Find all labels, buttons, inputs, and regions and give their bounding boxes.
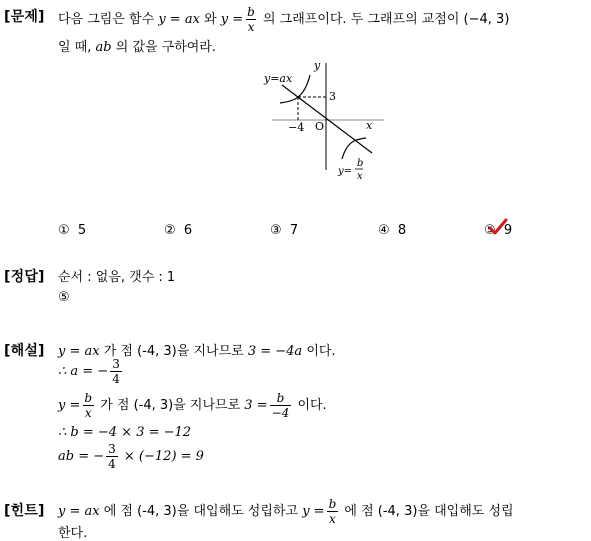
- fraction-numerator: b: [84, 391, 93, 405]
- explanation-text: 이다.: [306, 344, 336, 359]
- choice-value: 7: [289, 223, 299, 238]
- line-y-ax: [282, 85, 372, 153]
- fraction-denominator: −4: [271, 406, 290, 420]
- choice-value: 6: [183, 223, 193, 238]
- equation: ∴ a = −: [58, 364, 109, 379]
- answer-label: [정답]: [4, 269, 45, 285]
- fraction-numerator: 3: [112, 357, 120, 371]
- origin-label: O: [315, 120, 325, 133]
- fraction: [82, 392, 94, 419]
- equation-line: y = ax: [158, 12, 200, 27]
- explanation-text: 이다.: [297, 398, 327, 413]
- equation: 3 =: [244, 398, 268, 413]
- explanation-line-4: ∴ b = −4 × 3 = −12: [58, 425, 192, 440]
- function-graph: [262, 55, 392, 185]
- fraction-numerator: b: [247, 5, 255, 19]
- explanation-line-5: [58, 443, 204, 470]
- hint-line-2: 한다.: [58, 526, 88, 541]
- choice-mark: ⑤: [484, 223, 496, 238]
- equation: ab = −: [58, 449, 105, 464]
- fraction-denominator: 4: [112, 372, 120, 386]
- line-label: y=ax: [264, 72, 293, 85]
- y-axis-label: y: [314, 59, 321, 72]
- fraction: [110, 358, 122, 385]
- fraction: [106, 443, 118, 470]
- choice-2[interactable]: [164, 223, 192, 238]
- equation: y =: [302, 504, 325, 519]
- fraction: [270, 392, 292, 419]
- problem-label: [문제]: [4, 9, 45, 25]
- choice-value: 8: [397, 223, 407, 238]
- equation: y = ax: [58, 504, 100, 519]
- hint-text: 에 점 (-4, 3)을 대입해도 성립: [344, 504, 514, 519]
- problem-text: 와: [204, 12, 217, 27]
- problem-text: 의 그래프이다. 두 그래프의 교점이 (−4, 3): [262, 12, 510, 27]
- equation-hyperbola: y =: [220, 12, 244, 27]
- hyperbola-label-numerator: b: [357, 158, 364, 169]
- fraction-numerator: b: [276, 391, 285, 405]
- choice-3[interactable]: [270, 223, 298, 238]
- equation: y = ax: [58, 344, 100, 359]
- explanation-line-1: [58, 340, 336, 359]
- hyperbola-branch-lower-right: [342, 138, 366, 159]
- hint-line-1: [58, 498, 514, 525]
- tick-label-x: −4: [288, 121, 305, 134]
- choice-value: 5: [77, 223, 87, 238]
- x-axis-label: x: [366, 119, 373, 132]
- problem-text: 다음 그림은 함수: [58, 12, 155, 27]
- hyperbola-label-denominator: x: [357, 171, 363, 182]
- problem-line-1: [58, 6, 509, 33]
- fraction: [327, 498, 339, 525]
- problem-text: 의 값을 구하여라.: [115, 40, 217, 55]
- choice-mark: ④: [378, 223, 390, 238]
- tick-label-y: 3: [329, 90, 336, 103]
- equation: × (−12) = 9: [123, 449, 204, 464]
- explanation-line-2: [58, 358, 124, 385]
- hint-label: [힌트]: [4, 503, 45, 519]
- hyperbola-label: y=: [338, 166, 353, 177]
- equation: y =: [58, 398, 81, 413]
- problem-text: 일 때,: [58, 40, 92, 55]
- choice-1[interactable]: [58, 223, 86, 238]
- choice-mark: ②: [164, 223, 176, 238]
- fraction-numerator: 3: [108, 442, 116, 456]
- choice-mark: ①: [58, 223, 70, 238]
- explanation-label: [해설]: [4, 343, 45, 359]
- problem-line-2: [58, 36, 216, 55]
- fraction-denominator: 4: [108, 457, 116, 471]
- explanation-text: 가 점 (-4, 3)을 지나므로: [103, 344, 244, 359]
- choice-mark: ③: [270, 223, 282, 238]
- explanation-text: 가 점 (-4, 3)을 지나므로: [100, 398, 241, 413]
- fraction-numerator: b: [328, 497, 337, 511]
- fraction-b-over-x: [245, 6, 257, 33]
- choice-value: 9: [503, 223, 513, 238]
- answer-line-1: 순서 : 없음, 갯수 : 1: [58, 270, 176, 285]
- checkmark-icon: [488, 218, 508, 236]
- expression-ab: ab: [95, 40, 112, 55]
- fraction-denominator: x: [84, 406, 92, 420]
- fraction-denominator: x: [247, 20, 255, 34]
- answer-line-2: ⑤: [58, 290, 70, 305]
- fraction-denominator: x: [329, 512, 336, 526]
- explanation-line-3: [58, 392, 327, 419]
- equation: 3 = −4a: [247, 344, 303, 359]
- hint-text: 에 점 (-4, 3)을 대입해도 성립하고: [103, 504, 299, 519]
- choice-4[interactable]: [378, 223, 406, 238]
